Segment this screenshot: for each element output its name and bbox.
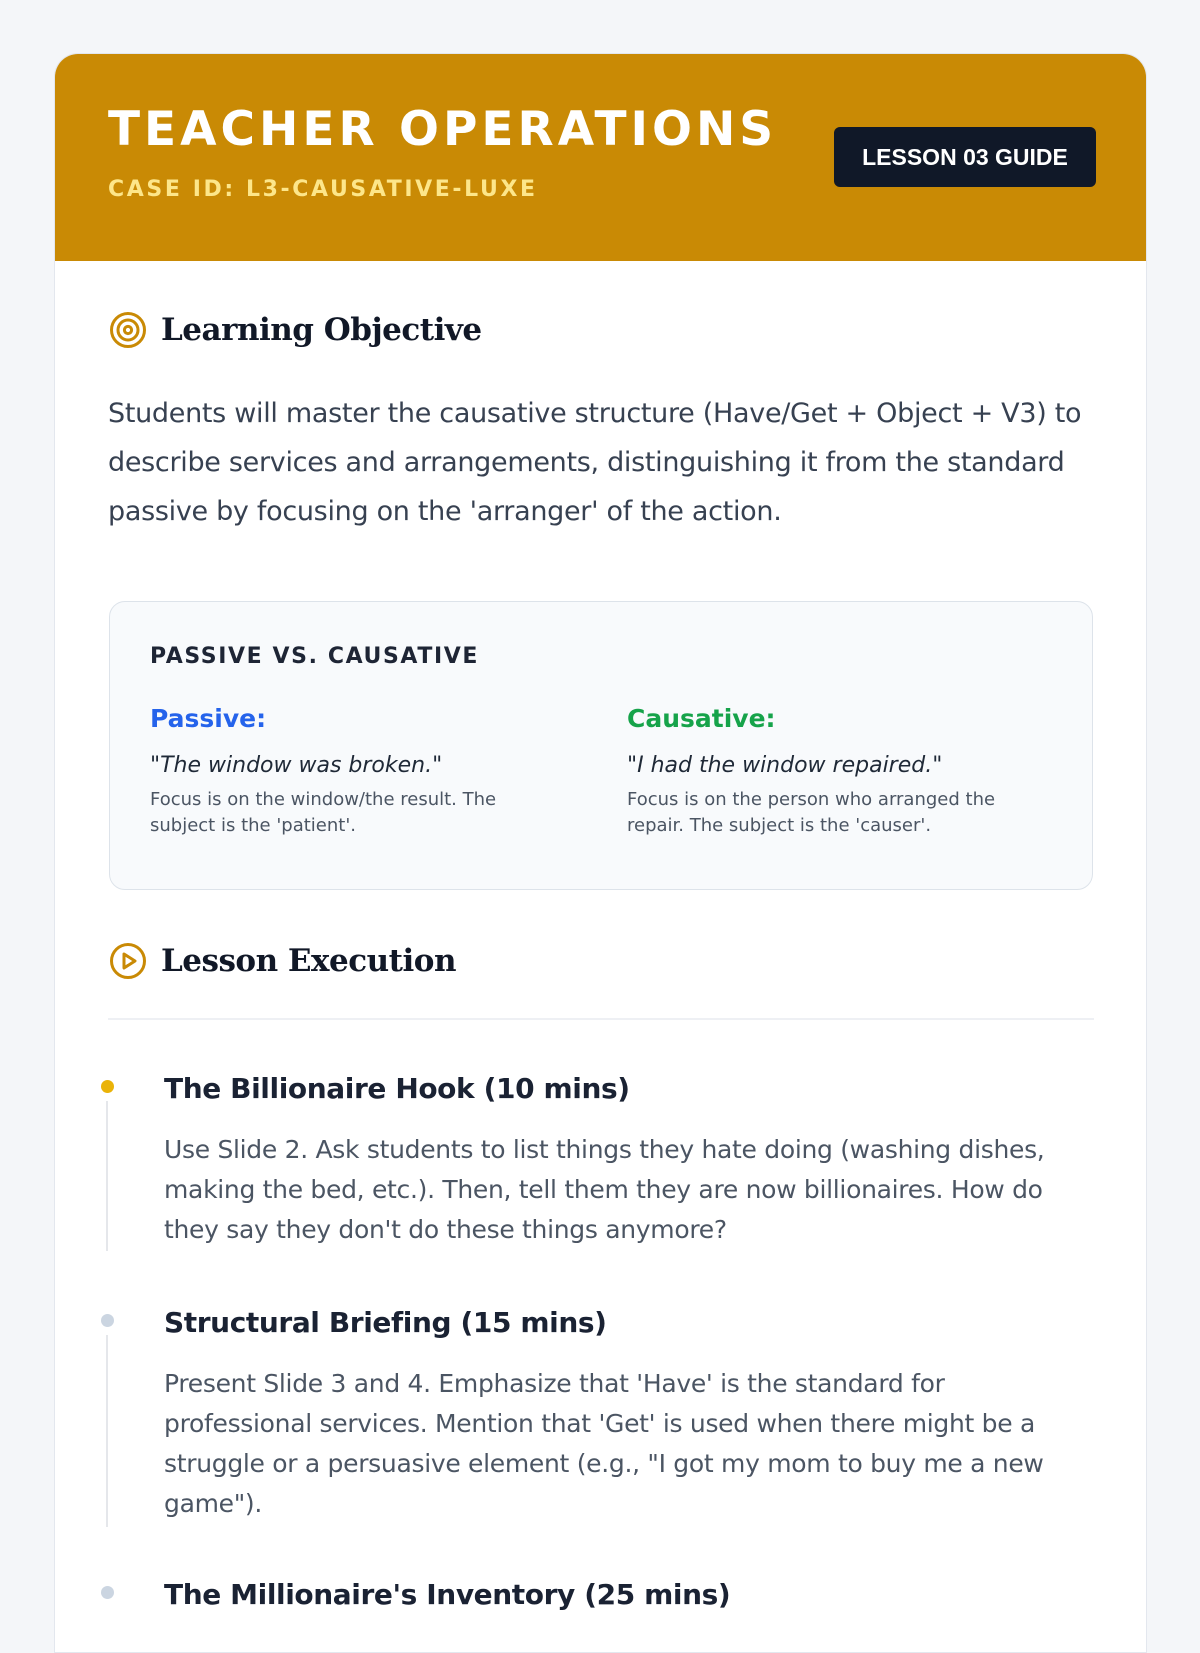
comparison-box <box>109 601 1093 890</box>
causative-description: Focus is on the person who arranged the repair. The subject is the 'causer'. <box>627 789 996 836</box>
play-circle-icon <box>108 941 148 981</box>
timeline-line <box>106 1101 108 1251</box>
passive-column <box>150 704 550 839</box>
execution-heading: Lesson Execution <box>161 943 456 979</box>
case-id: CASE ID: L3-CAUSATIVE-LUXE <box>108 177 538 202</box>
objective-text: Students will master the causative structure (Have/Get + Object + V3) to describe services and arrangements, distinguishing it from the standard passive by focusing on the 'arranger' of the action. <box>108 398 1082 527</box>
timeline-dot <box>101 1314 114 1327</box>
page-title: TEACHER OPERATIONS <box>108 102 778 157</box>
step-description: Use Slide 2. Ask students to list things they hate doing (washing dishes, making the bed, etc.). Then, tell them they are now billionaires. How do they say they don't do these things anymore? <box>164 1135 1045 1244</box>
causative-column <box>627 704 1027 839</box>
timeline-line <box>106 1335 108 1527</box>
timeline-dot <box>101 1586 114 1599</box>
execution-section-head <box>108 941 456 981</box>
step-title: The Millionaire's Inventory (25 mins) <box>164 1578 731 1611</box>
timeline-dot-active <box>101 1080 114 1093</box>
causative-label: Causative: <box>627 704 776 733</box>
objective-heading: Learning Objective <box>161 312 482 348</box>
step-description: Present Slide 3 and 4. Emphasize that 'Have' is the standard for professional services. Mention that 'Get' is used when there might be a struggle or a persuasive element (e.g., "I got my mom to buy me a new game"). <box>164 1369 1044 1518</box>
section-divider <box>108 1018 1094 1020</box>
passive-description: Focus is on the window/the result. The subject is the 'patient'. <box>150 789 497 836</box>
objective-section-head <box>108 310 482 350</box>
target-icon <box>108 310 148 350</box>
passive-example: "The window was broken." <box>150 753 443 778</box>
causative-example: "I had the window repaired." <box>627 753 943 778</box>
comparison-title: PASSIVE VS. CAUSATIVE <box>150 644 479 669</box>
passive-label: Passive: <box>150 704 267 733</box>
lesson-guide-card <box>54 53 1147 1653</box>
lesson-guide-badge: LESSON 03 GUIDE <box>834 127 1096 187</box>
step-title: The Billionaire Hook (10 mins) <box>164 1072 630 1105</box>
step-title: Structural Briefing (15 mins) <box>164 1306 607 1339</box>
header-banner <box>55 54 1146 261</box>
